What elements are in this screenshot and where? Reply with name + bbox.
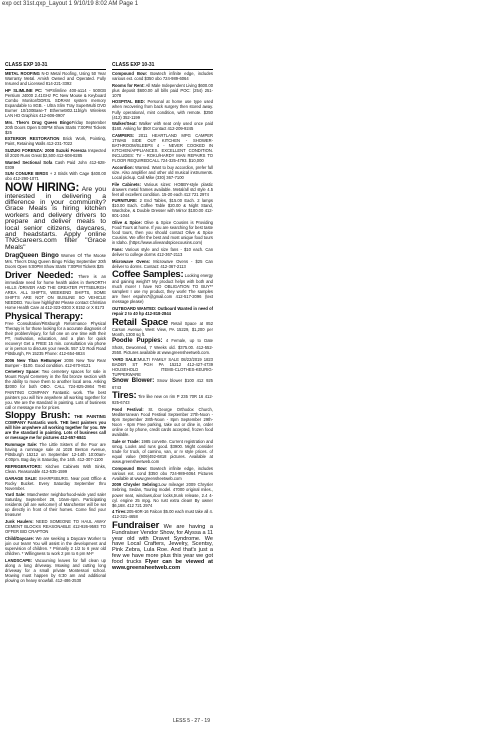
right-column [112, 62, 213, 714]
ad-sectional-sofa: Wanted Sectional Sofa Cash Paid John 412-628-0309 [5, 159, 106, 170]
ad-yard-sale-bader: YARD SALE:MULTI FAMILY SALE 08/22/2019 1823 BADER ST PGH PA 15212 412-427-4739 HOUSEHOLD ITEMS-CLOTHES-KEURIG-TUPPERWARE [112, 356, 213, 377]
column-header: CLASS EXP 10-31 [5, 62, 106, 70]
ad-sale-or-trade: Sale or Trade: 1985 corvette. Current registration and smog. Looks and runs good. $3900. Might consider trade for truck, of camino, van, or rv style prices. of equal value (909)492-6818 pictures. Available at www.greensheetweb.com [112, 438, 213, 465]
ad-sun-conure: SUN CONURE BIRDS + 2 Birds With Cage $400.00 obo 412-290-1071 [5, 171, 106, 182]
ad-coffee-samples: Coffee Samples: Looking energy and gaining weight? My product helps with both and much more! I have NO OBLIGATION TO BUY** samples! I use my product, they work! The samples are free! espahn7@gmail.com 412-517-2096 (text message please) [112, 269, 213, 305]
ad-fundraiser: Fundraiser We are having a Fundraiser Vendor Show, for Alyssa a 11 year old with Dravet Syndrome. We have Local Crafters, Jewelry, Scentsy, Pink Zebra, Lula Roe. And that's just a few we have more plus this year we got food trucks Flyer can be viewed at www.greensheetweb.com [112, 519, 213, 571]
ad-drag-queen-bingo: DragQueen Bingo Women Of The Moose Mrs. Theo's Drag Queen Bingo Friday September 20th Doors Open 5:00PM Show Starts 7:00PM Tickets $25 [5, 251, 106, 270]
column-header: CLASS EXP 10-31 [112, 62, 213, 70]
ad-garage-sale: GARAGE SALE: SHARPSBURG. Near post Office & Rocky Bucket. Every Saturday September thru November. [5, 475, 106, 491]
ad-retail-space: Retail Space Retail Space at 852 Carson Avenue, West View, PA 15229, $1,200 per Month, 1300 sq ft. [112, 316, 213, 337]
ad-snow-blower: Snow Blower: Snow blower $100 412 925 6743 [112, 377, 213, 390]
ad-olive-spice: Olive & Spice: Olive & Spice Cousins is Providing Food Tours at home. If you are searching for best taste food tours, then you should contact Olive & Spice Cousins. We offer the best and most unique food tours in Idaho. (https://www.oliveandspicecousins.com) [112, 220, 213, 246]
ad-poodle-puppies: Poodle Puppies: 4 Female, up to Date Shots, Dewormed, 7 Weeks old. $375.00. 412-552-2550. Pictures available at www.greensheetweb.com. [112, 337, 213, 355]
ad-child-daycare: Child/Daycare: We are seeking a Daycare Worker to join our team! You will assist in the development and supervision of children. * Primarily 2 1/2 to 6 year old children. * Willingness to work 2 pm to 6 pm M-F [5, 535, 106, 556]
ad-hospital-bed: HOSPITAL BED: Personal at home use type used when recovering from back surgery then stored away. Fully operational, mint condition, with remote. $250 (412) 352-1199 [112, 99, 213, 120]
ad-microwave-ovens: Microwave Ovens: Microwave Ovens - $25 Can deliver to dorms. Contact: 412-367-2113 [112, 258, 213, 269]
ad-junk-haulers: Junk Haulers: NEED SOMEONE TO HAUL AWAY CEMENT BLOCKS REASONABLE 412-926-9593 TO OFFER BID CRAPTON [5, 519, 106, 535]
ad-compound-bow: Compound Bow: Bowtech infinite edge, includes various ext. cond $350 obo 724-989-6064 [112, 71, 213, 82]
ad-file-cabinets: File Cabinets: Various sizes: HOBBY-style plastic drawers metal frames available. Metal/all std style 4.5 feet all excellent condition. 15-20 each 412 721 2974 [112, 181, 213, 197]
ad-outboard-wanted: OUTBOARD WANTED: Outboard Wanted in need of repair 2 to 40 hp 412-818-2844 [112, 306, 213, 317]
ad-drug-queen-bingo: Mrs. Theo's Drug Queen BingoFriday September 20th Doors Open 5:00PM Show Starts 7:00PM Tickets $25 [5, 119, 106, 135]
ad-titan-bumper: 2006 New Titan ReBumper 2006 New Tow Rear Bumper - $100. Good condition. 412-670-8121 [5, 357, 106, 368]
ad-yard-sale-manchester: Yard Sale: Manchester neighborhood-wide yard sale! Saturday, September 28, 10am-4pm. Participating residents (all are welcome!) of Manchester will be set up directly in front of their homes. Come find your treasure! [5, 492, 106, 518]
ad-now-hiring: NOW HIRING: Are you interested in delivering a difference in your community? Grace Meals is hiring kitchen workers and delivery drivers to prepare and deliver meals to local senior citizens, daycares, and headstarts. Apply online TNGcareers.com filter "Grace Meals" [5, 182, 106, 251]
ad-metal-roofing: METAL ROOFING N-D Metal Roofing, Using 50 Year Warranty Metal. Amish Owned and Operated. Fully Insured and Licensed 814-221-3392 [5, 71, 106, 87]
ad-hp-slimline: HP SLIMLINE PC: "HPSlimline 400-a114 - 500GB Pentium J4000 2.41GHz PC New Mouse & Keyboard Combo Monitor/DDR3L SDRAM system memory Expandable to 8GB. - Ultra Slim Tray SuperMulti DVD Burner 10/100Base-T Ethernet802.11b/g/n Wireless LAN HD Graphics 412-606-0907 [5, 87, 106, 118]
ad-walker-seat: Walker/Seat: Walker with seat only used once paid $160. Asking for $50! Contact 412-209-9245 [112, 121, 213, 132]
left-column [5, 62, 106, 714]
ad-rooms-for-rent: Rooms for Rent: All Male Independent Living $600.00 plus deposit $600.00 all bills paid POC: (254) 251-1078 [112, 82, 213, 98]
ad-physical-therapy: Physical Therapy: Free Consultation/Pittsburgh Reformance Physical Therapy is for those looking for a accurate diagnosis of their problem/injury, for full one on one time with their PT, motivation, education, and a plan for quick recovery! Get a FREE 15 min. consultation via phone or in person to discuss your needs. 557 1/2 Rodi Road Pittsburgh, PA 15235 Phone: 412-654-6824 [5, 310, 106, 356]
ad-food-festival: Food Festival: St. George Orthodox Church, Mediterranean Food Festival September 27th-Noon - 8pm September 28th-Noon - 8pm September 29th-Noon - 6pm Free parking, take out or dine in, order online or by phone, credit cards accepted, frozen food available. [112, 406, 213, 438]
ad-furniture: FURNITURE: 2 End Tables, $15.00 Each. 2 lamps $10.00 Each. Coffee Table $20.00 & Night Stand, Wardrobe, & Double Dresser with Mirror $100.00 412-801-1044 [112, 198, 213, 219]
ad-exterior-restoration: EXTERIOR RESTORATION Brick Work, Pointing, Paint, Retaining Walls 412-231-7022 [5, 136, 106, 147]
print-slug: exp oct 31st.qxp_Layout 1 9/10/19 8:02 AM Page 1 [2, 1, 139, 7]
ad-refrigerators: REFRIGERATORS: Kitchen Cabinets With Sinks, Clean. Reasonable 412-535-1599 [5, 463, 106, 474]
ad-sloppy-brush: Sloppy Brush: THE PAINTING COMPANY Fantastic work. THE best painters you will hire anywhere all working together for you. We are the standard in painting. Lots of business call or message me for pictures 412-657-6841 [5, 410, 106, 441]
ad-rummage-sale: Rummage Sale: The Little Sisters of the Poor are having a rummage sale at 1028 Benton Avenue, Pittsburgh 15212 on September 12-14th 10:00am-4:00pm. Bag day is Saturday, the 14th. 412-307-1100 [5, 442, 106, 463]
ad-cemetery-space: Cemetery Space: Two cemetery spaces for sale in Mount Royal Cemetery in the flat bronze section with the ability to move them to another local area. Asking $2000 for both OBO. CALL 724-825-2864 THE PAINTING COMPANY Fantastic work. The best painters you will hire anywhere all working together for you. We are the standard in painting. Lots of business call or message me for prices. [5, 369, 106, 410]
ad-campers: CAMPERS: 2011 HEARTLAND MPG CAMPER 1TWAB SIDE OUT KITCHEN - SHOWER-BATHROOM/SLEEPS 4 - NEVER COOKED IN KITCHEN/APPLIANCES. EXCELLENT CONDITION. INCLUDES: TV - ROKU/HARDY MAN REPAIRS TO FLOOR REQUIREDCALL 724-325-4793. $10,000 [112, 132, 213, 164]
ad-4-tires: 4 Tires:205-60R-16 Falcon $5.00 each must take all 4. 412-321-4658 [112, 509, 213, 520]
ad-landscape: LANDSCAPE: Vacuuming leaves for fall clean up along a long driveway. Mowing and cutting long driveway for a small private Montessori school. Mowing must happen by 6:30 am and additional plowing on heavy snowfall. 412-486-2530 [5, 557, 106, 583]
ad-driver-needed: Driver Needed: There is an immediate need for home health aides in theNORTH HILLS /DRIVER AND THE GREATER PITTSBURGH AREA. ALL SHIFTS, WEEKEND SHIFTS, SOME SHIFTS ARE NOT ON BUSLINE SO VEHICLE NEEDED. You love highlights! Please contact Christian Home Health Care at 412-323-0303 X 8152 or X 8173 [5, 269, 106, 311]
ad-suzuki-forenza: SUZUKI FORENZA: 2008 Suzuki Forenza Inspected till 2020 Runs Great $2,500 412-508-8285 [5, 148, 106, 159]
ad-fans: Fans: Various style and size fans - $10 each. Can deliver to college dorms 412-367-2113 [112, 246, 213, 257]
ad-chrysler-sebring: 2009 Chrysler Sebring:Low mileage! 2009 Chrysler Sebring, Sedan, Touring model. 47000 original miles., power seat, windows,door locks,trunk release, 2.4 4-cyl. engine 25 mpg. No rust extra clean! By owner $6,168. 412 721 2974 [112, 482, 213, 508]
ad-tires: Tires: Tire like new on rim P 235 70R 16 412-925-6743 [112, 390, 213, 406]
page-footer: LESS 5 - 27 - 19 [173, 718, 210, 724]
ad-compound-bow-2: Compound Bow: Bowtech infinite edge, includes various ext. cond $350 obo 724-989-6064 Pictures Available at www.greensheetweb.com [112, 465, 213, 481]
ad-accordion: Accordion: Wanted. Want to buy accordion, prefer full size. Also amplifier and other old musical instruments. Local pickup. Call Mike (330) 367-7100 [112, 164, 213, 180]
classifieds-page [5, 62, 213, 714]
